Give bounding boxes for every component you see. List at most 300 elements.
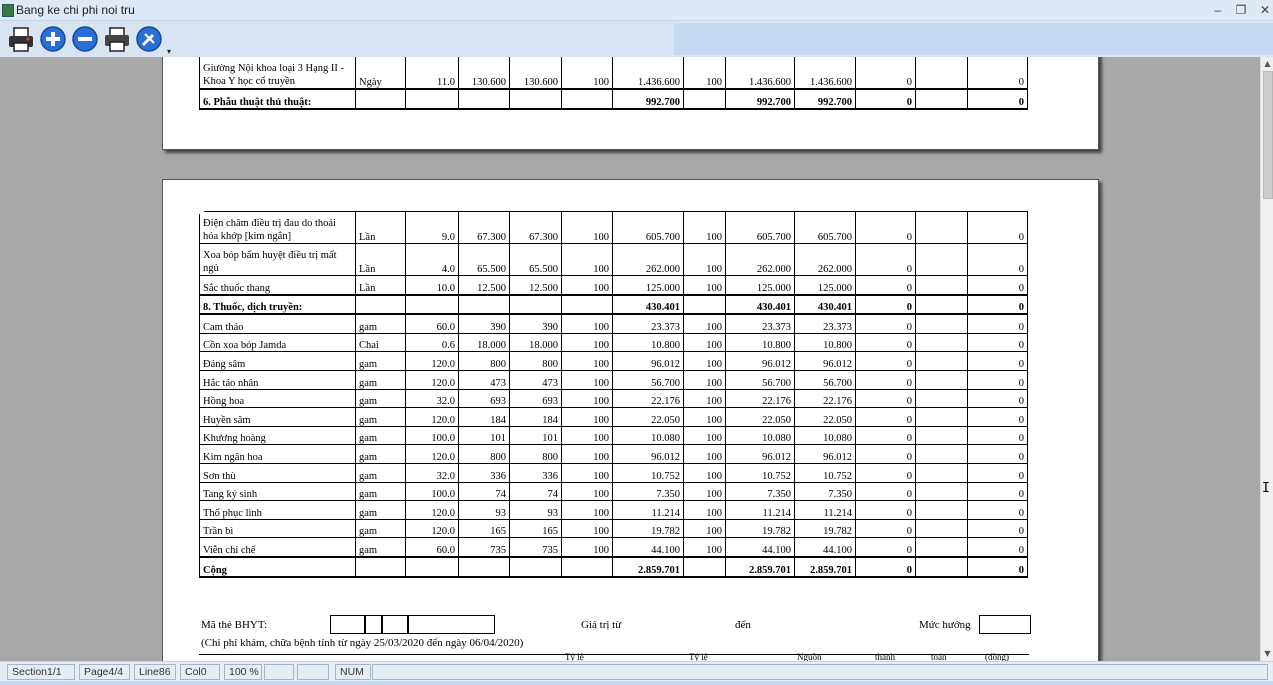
cell-name: Trần bì	[200, 519, 356, 538]
cell-price2: 473	[510, 370, 562, 389]
cell-c2	[916, 557, 968, 577]
cell-amt3: 23.373	[795, 314, 856, 333]
table-row	[200, 295, 1028, 315]
cell-c2	[916, 538, 968, 557]
cell-pct1: 100	[562, 445, 613, 464]
cell-price2	[510, 295, 562, 315]
cell-unit: gam	[356, 408, 406, 427]
cell-amt1: 10.080	[613, 426, 684, 445]
cell-price1: 18.000	[459, 333, 510, 352]
toolbar	[0, 21, 1273, 57]
bhyt-field	[381, 615, 409, 634]
window-title: Bang ke chi phi noi tru	[16, 3, 135, 17]
toolbar-band	[674, 23, 1273, 55]
cell-price1: 12.500	[459, 276, 510, 295]
cell-qty: 32.0	[406, 389, 459, 408]
status-line: Line86	[134, 664, 176, 680]
report-table	[199, 57, 1028, 110]
cell-amt2: 11.214	[726, 501, 795, 520]
benefit-field	[979, 615, 1031, 634]
cell-pct1: 100	[562, 352, 613, 371]
dropdown-arrow-icon[interactable]: ▾	[167, 47, 172, 56]
cell-pct1: 100	[562, 408, 613, 427]
cell-price1: 390	[459, 314, 510, 333]
cell-name: Tang ký sinh	[200, 482, 356, 501]
cell-amt1: 992.700	[613, 89, 684, 109]
cell-amt1: 22.050	[613, 408, 684, 427]
cell-c1: 0	[856, 295, 916, 315]
cell-unit: Lần	[356, 212, 406, 244]
cell-amt1: 96.012	[613, 352, 684, 371]
table-row	[200, 352, 1028, 371]
cell-c1: 0	[856, 482, 916, 501]
cell-amt2: 605.700	[726, 212, 795, 244]
cell-amt1: 19.782	[613, 519, 684, 538]
cell-pct2	[684, 295, 726, 315]
cell-amt3: 56.700	[795, 370, 856, 389]
cell-pct1: 100	[562, 57, 613, 89]
cell-amt2: 10.752	[726, 463, 795, 482]
bhyt-field	[407, 615, 495, 634]
cell-amt1: 23.373	[613, 314, 684, 333]
cell-c3: 0	[968, 89, 1028, 109]
cell-amt2: 96.012	[726, 352, 795, 371]
cell-pct1	[562, 557, 613, 577]
cell-price1	[459, 89, 510, 109]
table-row	[200, 89, 1028, 109]
table-row	[200, 501, 1028, 520]
cell-amt1: 262.000	[613, 244, 684, 276]
cell-c2	[916, 352, 968, 371]
cell-unit: gam	[356, 445, 406, 464]
cell-amt3: 992.700	[795, 89, 856, 109]
table-row	[200, 333, 1028, 352]
cell-qty	[406, 557, 459, 577]
table-row	[200, 426, 1028, 445]
cell-price2	[510, 557, 562, 577]
cell-amt1: 10.752	[613, 463, 684, 482]
header-cell: Nguồn	[797, 652, 822, 661]
report-table	[199, 211, 1028, 578]
cell-pct2: 100	[684, 276, 726, 295]
cell-price1	[459, 295, 510, 315]
cell-c2	[916, 445, 968, 464]
cell-amt2: 430.401	[726, 295, 795, 315]
cell-price1: 165	[459, 519, 510, 538]
cell-c1: 0	[856, 501, 916, 520]
cell-amt2: 22.050	[726, 408, 795, 427]
print-preview-icon[interactable]	[7, 25, 35, 53]
cell-unit	[356, 89, 406, 109]
cell-amt2: 1.436.600	[726, 57, 795, 89]
cell-amt2: 96.012	[726, 445, 795, 464]
cell-amt3: 96.012	[795, 352, 856, 371]
cell-price2: 65.500	[510, 244, 562, 276]
table-row	[200, 314, 1028, 333]
cell-c1: 0	[856, 538, 916, 557]
cell-qty: 120.0	[406, 445, 459, 464]
cell-c3: 0	[968, 314, 1028, 333]
cell-name: Sơn thù	[200, 463, 356, 482]
valid-to-label: đến	[735, 619, 751, 631]
cell-qty: 120.0	[406, 501, 459, 520]
cell-name: Huyền sâm	[200, 408, 356, 427]
cell-price2: 336	[510, 463, 562, 482]
cell-amt2: 22.176	[726, 389, 795, 408]
cell-price2	[510, 89, 562, 109]
cell-pct2	[684, 557, 726, 577]
cell-qty: 32.0	[406, 463, 459, 482]
table-row	[200, 57, 1028, 89]
cell-c3: 0	[968, 352, 1028, 371]
cell-amt3: 44.100	[795, 538, 856, 557]
cell-amt3: 19.782	[795, 519, 856, 538]
cell-qty: 100.0	[406, 482, 459, 501]
cell-price2: 184	[510, 408, 562, 427]
cell-c1: 0	[856, 244, 916, 276]
cell-c1: 0	[856, 389, 916, 408]
status-empty	[264, 664, 294, 680]
cell-amt2: 10.800	[726, 333, 795, 352]
cell-amt2: 10.080	[726, 426, 795, 445]
cell-c2	[916, 314, 968, 333]
table-row	[200, 389, 1028, 408]
cell-qty: 0.6	[406, 333, 459, 352]
cell-c3: 0	[968, 501, 1028, 520]
cell-amt3: 10.080	[795, 426, 856, 445]
cell-amt1: 44.100	[613, 538, 684, 557]
maximize-button[interactable]: ❐	[1235, 3, 1247, 17]
cell-pct1: 100	[562, 519, 613, 538]
cell-qty: 120.0	[406, 370, 459, 389]
cell-amt3: 430.401	[795, 295, 856, 315]
status-col: Col0	[180, 664, 220, 680]
cell-amt1: 22.176	[613, 389, 684, 408]
cell-amt1: 96.012	[613, 445, 684, 464]
cell-unit: gam	[356, 352, 406, 371]
cell-qty: 120.0	[406, 519, 459, 538]
cell-price1: 693	[459, 389, 510, 408]
cell-pct2: 100	[684, 212, 726, 244]
cell-qty: 9.0	[406, 212, 459, 244]
cell-pct1: 100	[562, 501, 613, 520]
cell-price1: 800	[459, 352, 510, 371]
cell-unit: gam	[356, 538, 406, 557]
cell-price2: 693	[510, 389, 562, 408]
cell-amt2: 262.000	[726, 244, 795, 276]
table-row	[200, 519, 1028, 538]
cell-pct2: 100	[684, 519, 726, 538]
scroll-down-icon[interactable]: ▼	[1264, 649, 1271, 658]
cell-name: Xoa bóp bấm huyệt điều trị mất ngủ	[200, 244, 356, 276]
cell-pct2: 100	[684, 314, 726, 333]
table-row	[200, 408, 1028, 427]
cell-price2: 800	[510, 445, 562, 464]
cell-amt3: 22.176	[795, 389, 856, 408]
cell-pct2: 100	[684, 352, 726, 371]
cell-pct2: 100	[684, 408, 726, 427]
cell-amt1: 2.859.701	[613, 557, 684, 577]
cell-unit: gam	[356, 314, 406, 333]
cell-c1: 0	[856, 463, 916, 482]
cell-c2	[916, 519, 968, 538]
cell-c3: 0	[968, 57, 1028, 89]
cell-c1: 0	[856, 445, 916, 464]
scroll-thumb[interactable]	[1263, 71, 1273, 199]
cell-name: Khương hoàng	[200, 426, 356, 445]
cell-pct2: 100	[684, 389, 726, 408]
cell-c2	[916, 212, 968, 244]
cell-amt3: 262.000	[795, 244, 856, 276]
cell-unit: Lần	[356, 276, 406, 295]
cell-price2: 18.000	[510, 333, 562, 352]
cell-price1: 74	[459, 482, 510, 501]
cell-c3: 0	[968, 408, 1028, 427]
cell-c1: 0	[856, 370, 916, 389]
cell-amt2: 992.700	[726, 89, 795, 109]
cell-amt2: 56.700	[726, 370, 795, 389]
cell-amt1: 10.800	[613, 333, 684, 352]
cell-c1: 0	[856, 426, 916, 445]
table-row	[200, 212, 1028, 244]
cell-c2	[916, 463, 968, 482]
header-cell: Tỷ lệ	[565, 652, 584, 661]
bhyt-label: Mã thẻ BHYT:	[201, 619, 268, 631]
cell-price2: 165	[510, 519, 562, 538]
cell-pct1: 100	[562, 333, 613, 352]
cell-pct1: 100	[562, 426, 613, 445]
cell-name: Kim ngân hoa	[200, 445, 356, 464]
cell-amt1: 430.401	[613, 295, 684, 315]
cell-pct2: 100	[684, 370, 726, 389]
status-num: NUM	[335, 664, 371, 680]
cell-c2	[916, 57, 968, 89]
cell-price1: 473	[459, 370, 510, 389]
cell-name: Cồn xoa bóp Jamda	[200, 333, 356, 352]
cell-c1: 0	[856, 57, 916, 89]
tools-icon[interactable]	[135, 25, 163, 53]
cell-c3: 0	[968, 445, 1028, 464]
cell-price2: 12.500	[510, 276, 562, 295]
cell-pct1: 100	[562, 482, 613, 501]
cell-c3: 0	[968, 538, 1028, 557]
cell-c2	[916, 295, 968, 315]
cell-unit: gam	[356, 389, 406, 408]
cell-pct1	[562, 295, 613, 315]
cell-amt2: 23.373	[726, 314, 795, 333]
cell-c3: 0	[968, 276, 1028, 295]
cell-name: 8. Thuốc, dịch truyền:	[200, 295, 356, 315]
header-cell: toán	[931, 652, 947, 661]
cell-qty: 120.0	[406, 408, 459, 427]
report-page	[162, 179, 1099, 661]
print-icon[interactable]	[103, 25, 131, 53]
cell-amt1: 11.214	[613, 501, 684, 520]
cell-c1: 0	[856, 314, 916, 333]
cell-qty: 60.0	[406, 538, 459, 557]
cell-qty	[406, 89, 459, 109]
cell-pct1: 100	[562, 212, 613, 244]
cell-amt1: 125.000	[613, 276, 684, 295]
cell-c1: 0	[856, 408, 916, 427]
cell-price1: 67.300	[459, 212, 510, 244]
cell-amt1: 7.350	[613, 482, 684, 501]
cell-c2	[916, 89, 968, 109]
cell-name: Giường Nội khoa loại 3 Hạng II - Khoa Y học cổ truyền	[200, 57, 356, 89]
cell-price1: 65.500	[459, 244, 510, 276]
minimize-button[interactable]: –	[1214, 3, 1222, 17]
status-zoom: 100 %	[224, 664, 262, 680]
cell-pct1	[562, 89, 613, 109]
status-band	[0, 681, 1273, 685]
status-page: Page4/4	[79, 664, 130, 680]
cell-qty	[406, 295, 459, 315]
cell-price2: 93	[510, 501, 562, 520]
cell-amt3: 10.752	[795, 463, 856, 482]
cell-unit: gam	[356, 519, 406, 538]
zoom-out-icon[interactable]	[71, 25, 99, 53]
text-cursor-icon: I	[1262, 481, 1270, 496]
cell-amt3: 11.214	[795, 501, 856, 520]
cell-price2: 101	[510, 426, 562, 445]
cell-pct2: 100	[684, 482, 726, 501]
table-row	[200, 276, 1028, 295]
cell-pct2: 100	[684, 57, 726, 89]
cell-pct2: 100	[684, 244, 726, 276]
cell-qty: 11.0	[406, 57, 459, 89]
cell-pct1: 100	[562, 276, 613, 295]
header-cell: thanh	[875, 652, 895, 661]
cell-pct2: 100	[684, 333, 726, 352]
cell-price1: 735	[459, 538, 510, 557]
status-bar	[0, 661, 1273, 685]
cell-unit: Ngày	[356, 57, 406, 89]
cell-amt2: 44.100	[726, 538, 795, 557]
cell-name: Điện châm điều trị đau do thoái hóa khớp [kim ngắn]	[200, 212, 356, 244]
cell-unit: gam	[356, 482, 406, 501]
cell-amt3: 1.436.600	[795, 57, 856, 89]
cell-c1: 0	[856, 519, 916, 538]
cell-price2: 74	[510, 482, 562, 501]
cell-unit	[356, 295, 406, 315]
cell-c2	[916, 370, 968, 389]
cell-price1: 101	[459, 426, 510, 445]
status-section: Section1/1	[7, 664, 75, 680]
cell-amt3: 96.012	[795, 445, 856, 464]
zoom-in-icon[interactable]	[39, 25, 67, 53]
cell-pct2: 100	[684, 463, 726, 482]
cell-price2: 735	[510, 538, 562, 557]
cell-c3: 0	[968, 482, 1028, 501]
cell-unit: gam	[356, 370, 406, 389]
cell-amt3: 10.800	[795, 333, 856, 352]
cell-price1: 800	[459, 445, 510, 464]
cell-qty: 4.0	[406, 244, 459, 276]
cell-c1: 0	[856, 333, 916, 352]
cell-c1: 0	[856, 276, 916, 295]
cell-c3: 0	[968, 519, 1028, 538]
cell-name: Cộng	[200, 557, 356, 577]
status-empty	[297, 664, 329, 680]
header-cell: Tỷ lệ	[689, 652, 708, 661]
cell-name: 6. Phẫu thuật thủ thuật:	[200, 89, 356, 109]
cell-amt2: 2.859.701	[726, 557, 795, 577]
report-page	[162, 57, 1099, 150]
cell-price2: 130.600	[510, 57, 562, 89]
cell-pct1: 100	[562, 370, 613, 389]
cell-qty: 100.0	[406, 426, 459, 445]
cell-c1: 0	[856, 557, 916, 577]
cell-c3: 0	[968, 333, 1028, 352]
cell-amt2: 19.782	[726, 519, 795, 538]
cell-c1: 0	[856, 352, 916, 371]
status-message	[372, 664, 1268, 680]
cell-amt2: 7.350	[726, 482, 795, 501]
cell-price1: 130.600	[459, 57, 510, 89]
cell-pct1: 100	[562, 389, 613, 408]
cell-price1	[459, 557, 510, 577]
table-row	[200, 244, 1028, 276]
cell-c3: 0	[968, 295, 1028, 315]
table-row	[200, 482, 1028, 501]
cell-c2	[916, 408, 968, 427]
cell-name: Sắc thuốc thang	[200, 276, 356, 295]
cell-name: Cam thảo	[200, 314, 356, 333]
cell-unit: Lần	[356, 244, 406, 276]
cell-name: Viễn chí chế	[200, 538, 356, 557]
cell-c2	[916, 426, 968, 445]
cell-amt1: 605.700	[613, 212, 684, 244]
cell-c1: 0	[856, 89, 916, 109]
benefit-label: Mức hưởng	[919, 619, 971, 631]
cell-unit: gam	[356, 426, 406, 445]
cell-pct2	[684, 89, 726, 109]
cell-c2	[916, 482, 968, 501]
table-row	[200, 463, 1028, 482]
cell-price1: 184	[459, 408, 510, 427]
cell-c2	[916, 333, 968, 352]
cell-c2	[916, 389, 968, 408]
app-icon	[2, 4, 14, 17]
table-row	[200, 557, 1028, 577]
cell-price2: 800	[510, 352, 562, 371]
cell-amt2: 125.000	[726, 276, 795, 295]
cell-c2	[916, 244, 968, 276]
cell-pct2: 100	[684, 538, 726, 557]
cell-amt3: 2.859.701	[795, 557, 856, 577]
close-button[interactable]: ✕	[1259, 3, 1271, 17]
cell-c3: 0	[968, 557, 1028, 577]
scroll-up-icon[interactable]: ▲	[1264, 59, 1271, 68]
table-row	[200, 445, 1028, 464]
cell-amt3: 605.700	[795, 212, 856, 244]
cell-pct1: 100	[562, 314, 613, 333]
cell-price2: 67.300	[510, 212, 562, 244]
cell-pct1: 100	[562, 538, 613, 557]
cell-amt3: 7.350	[795, 482, 856, 501]
cell-amt1: 1.436.600	[613, 57, 684, 89]
cell-pct2: 100	[684, 445, 726, 464]
next-table-header	[199, 654, 1029, 661]
cell-price1: 336	[459, 463, 510, 482]
vertical-scrollbar[interactable]	[1260, 57, 1273, 661]
cell-c2	[916, 276, 968, 295]
cell-name: Đảng sâm	[200, 352, 356, 371]
cell-unit: gam	[356, 463, 406, 482]
document-viewport[interactable]	[0, 57, 1260, 661]
cell-amt3: 125.000	[795, 276, 856, 295]
cell-qty: 60.0	[406, 314, 459, 333]
